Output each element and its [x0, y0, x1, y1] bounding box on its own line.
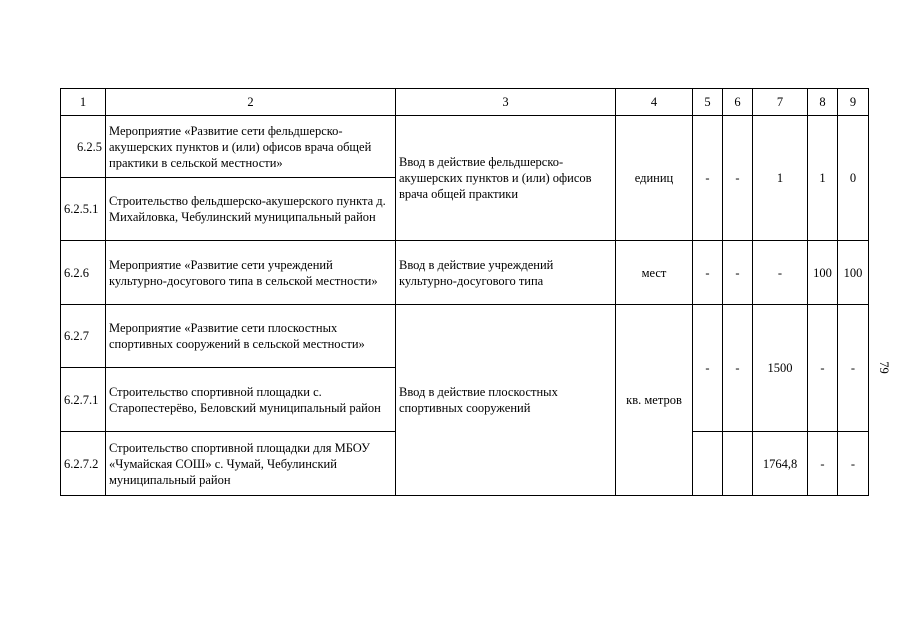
table-row [61, 305, 869, 368]
value-cell: - [693, 305, 723, 432]
value-cell: - [808, 305, 838, 432]
value-cell: 1 [753, 116, 808, 241]
value-cell: - [723, 116, 753, 241]
value-cell [693, 432, 723, 496]
value-cell: - [753, 241, 808, 305]
row-code: 6.2.5.1 [61, 178, 106, 241]
value-cell: 1 [808, 116, 838, 241]
indicator-cell: Ввод в действие фельдшерско-акушерских пунктов и (или) офисов врача общей практики [396, 116, 616, 241]
header-cell: 6 [723, 89, 753, 116]
row-code: 6.2.6 [61, 241, 106, 305]
row-name: Мероприятие «Развитие сети плоскостных спортивных сооружений в сельской местности» [106, 305, 396, 368]
header-cell: 7 [753, 89, 808, 116]
value-cell: - [808, 432, 838, 496]
value-cell: - [693, 116, 723, 241]
row-name: Строительство фельдшерско-акушерского пункта д. Михайловка, Чебулинский муниципальный район [106, 178, 396, 241]
value-cell: 1764,8 [753, 432, 808, 496]
row-name: Строительство спортивной площадки для МБОУ «Чумайская СОШ» с. Чумай, Чебулинский муниципальный район [106, 432, 396, 496]
header-cell: 4 [616, 89, 693, 116]
indicator-cell: Ввод в действие плоскостных спортивных сооружений [396, 305, 616, 496]
row-name: Строительство спортивной площадки с. Старопестерёво, Беловский муниципальный район [106, 368, 396, 432]
value-cell: - [838, 432, 869, 496]
row-code: 6.2.7 [61, 305, 106, 368]
header-cell: 3 [396, 89, 616, 116]
table-row [61, 116, 869, 178]
row-code: 6.2.7.2 [61, 432, 106, 496]
header-cell: 2 [106, 89, 396, 116]
value-cell: - [838, 305, 869, 432]
row-code: 6.2.5 [61, 116, 106, 178]
page-number: 79 [876, 361, 891, 374]
row-name: Мероприятие «Развитие сети фельдшерско-акушерских пунктов и (или) офисов врача общей практики в сельской местности» [106, 116, 396, 178]
header-cell: 9 [838, 89, 869, 116]
value-cell: 1500 [753, 305, 808, 432]
value-cell: 0 [838, 116, 869, 241]
header-cell: 8 [808, 89, 838, 116]
row-name: Мероприятие «Развитие сети учреждений культурно-досугового типа в сельской местности» [106, 241, 396, 305]
value-cell: - [693, 241, 723, 305]
unit-cell: кв. метров [616, 305, 693, 496]
value-cell: 100 [808, 241, 838, 305]
value-cell [723, 432, 753, 496]
indicator-cell: Ввод в действие учреждений культурно-досугового типа [396, 241, 616, 305]
header-cell: 1 [61, 89, 106, 116]
row-code: 6.2.7.1 [61, 368, 106, 432]
value-cell: - [723, 305, 753, 432]
unit-cell: мест [616, 241, 693, 305]
unit-cell: единиц [616, 116, 693, 241]
table-header-row [61, 89, 869, 116]
indicator-table [60, 88, 869, 496]
value-cell: 100 [838, 241, 869, 305]
value-cell: - [723, 241, 753, 305]
header-cell: 5 [693, 89, 723, 116]
table-row [61, 241, 869, 305]
